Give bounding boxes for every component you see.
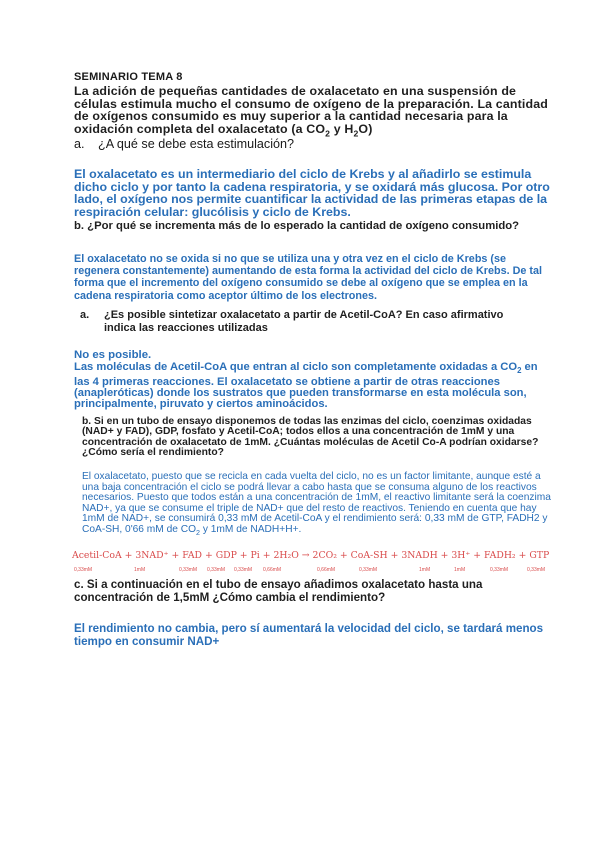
answer-e: El rendimiento no cambia, pero sí aumentará la velocidad del ciclo, se tardará menos tiempo en consumir NAD+ <box>74 622 544 649</box>
amount-label: 0,33mM <box>207 567 226 573</box>
amount-label: 0,33mM <box>359 567 378 573</box>
amount-label: 0,66mM <box>317 567 336 573</box>
problem-statement: La adición de pequeñas cantidades de oxalacetato en una suspensión de células estimula mucho el consumo de oxígeno de la preparación. La cantidad de oxígenos consumido es muy superior a la cantidad necesaria para la oxidación completa del oxalacetato (a $CO_2$ y $H_2O$) <box>74 84 548 139</box>
amount-label: 1mM <box>419 567 431 573</box>
answer-b: El oxalacetato no se oxida si no que se utiliza una y otra vez en el ciclo de Krebs (se regenera constantemente) aumentando de esta forma la actividad del ciclo de Krebs. De tal forma que el incremento del oxígeno consumido se debe al oxígeno que se emplea en la cadena respiratoria como aceptor último de los electrones. <box>74 253 543 302</box>
amount-label: 0,33mM <box>527 567 546 573</box>
question-a-text: ¿A qué se debe esta estimulación? <box>98 137 295 151</box>
answer-c: Las moléculas de Acetil-CoA que entran al ciclo son completamente oxidadas a $CO_2$ en las 4 primeras reacciones. El oxalacetato se obtiene a partir de otras reacciones (anapleróticas) donde los sustratos que pueden transformarse en esta molécula son, principalmente, piruvato y ciertos aminoácidos. <box>74 361 538 411</box>
answer-d: El oxalacetato, puesto que se recicla en cada vuelta del ciclo, no es un factor limitante, aunque esté a una baja concentración el ciclo se podrá llevar a cabo hasta que se consuma alguno de los reactivos necesarios. Puesto que todos están a una concentración de 1mM, el reactivo limitante será la coenzima NAD+, ya que se consume el triple de NAD+ que del resto de reactivos. Teniendo en cuenta que hay 1mM de NAD+, se consumirá 0,33 mM de Acetil-CoA y el rendimiento será: 0,33 mM de GTP, FADH2 y CoA-SH, 0'66 mM de $CO_2$ y 1mM de NADH+H+. <box>82 471 551 537</box>
question-d: b. Si en un tubo de ensayo disponemos de todas las enzimas del ciclo, coenzimas oxidadas (NAD+ y FAD), GDP, fosfato y Acetil-CoA; todos ellos a una concentración de 1mM y una concentración de oxalacetato de 1mM. ¿Cuántas moléculas de Acetil Co-A podrían oxidarse? ¿Cómo sería el rendimiento? <box>82 416 539 459</box>
question-b: b. ¿Por qué se incrementa más de lo esperado la cantidad de oxígeno consumido? <box>74 220 520 232</box>
answer-c-head: No es posible. <box>74 349 152 361</box>
amount-label: 1mM <box>454 567 466 573</box>
amount-label: 0,66mM <box>263 567 282 573</box>
amount-label: 0,33mM <box>234 567 253 573</box>
question-e: c. Si a continuación en el tubo de ensayo añadimos oxalacetato hasta una concentración de 1,5mM ¿Cómo cambia el rendimiento? <box>74 578 483 605</box>
question-c <box>80 309 520 334</box>
amount-label: 1mM <box>134 567 146 573</box>
amount-label: 0,33mM <box>490 567 509 573</box>
question-c-label: a. <box>80 309 90 321</box>
question-a <box>74 137 554 151</box>
amount-label: 0,33mM <box>74 567 93 573</box>
answer-a: El oxalacetato es un intermediario del ciclo de Krebs y al añadirlo se estimula dicho ciclo y por tanto la cadena respiratoria, y se oxidará más glucosa. Por otro lado, el oxígeno nos permite cuantificar la actividad de las primeras etapas de la respiración celular: glucólisis y ciclo de Krebs. <box>74 167 550 219</box>
question-c-text: ¿Es posible sintetizar oxalacetato a partir de Acetil-CoA? En caso afirmativo indica las reacciones utilizadas <box>104 309 504 334</box>
question-a-label: a. <box>74 137 85 151</box>
page-title: SEMINARIO TEMA 8 <box>74 71 183 83</box>
equation-line: Acetil-CoA + 3NAD⁺ + FAD + GDP + Pi + 2H₂O → 2CO₂ + CoA-SH + 3NADH + 3H⁺ + FADH₂ + GTP <box>72 550 550 561</box>
amount-label: 0,33mM <box>179 567 198 573</box>
